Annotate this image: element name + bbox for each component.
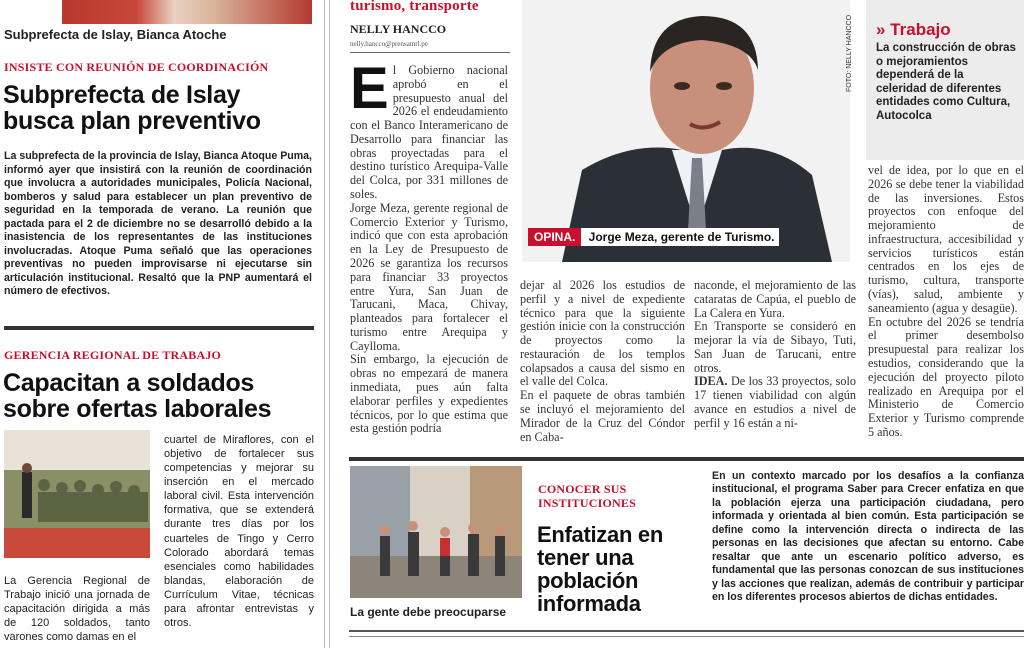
byline-email: nelly.hancco@prensamrl.pe [350,40,428,48]
sidebar-text: La construcción de obras o mejoramientos dependerá de la celeridad de diferentes entidades como Cultura, Autocolca [876,42,1016,122]
main-col1: E l Gobierno nacional aprobó en el presupuesto anual del 2026 el endeudamiento con el Banco Interamericano de Desarrollo para financiar las obras proyectadas para el destino turístico Arequipa-Valle del Colca, por 331 millones de soles. Jorge Meza, gerente regional de Comercio Exterior y Turismo, indicó que con esta aprobación en la Ley de Presupuesto de 2026 se garantiza los recursos para financiar 33 proyectos entre Yura, San Juan de Tarucani, Maca, Chivay, planteados para fortalecer el turismo entre Arequipa y Caylloma. Sin embargo, la ejecución de obras no empezará de manera inmediata, pues aún falta elaborar perfiles y expedientes técnicos, por lo que estima que esta gestión podría [350,56,508,436]
divider [4,326,314,330]
photo-label: OPINA. [528,228,581,246]
bottom-kicker: CONOCER SUS INSTITUCIONES [538,482,636,511]
soldiers-photo [4,430,150,558]
story2-col2: cuartel de Miraflores, con el objetivo de fortalecer sus competencias y mejorar su inserción en el mercado laboral civil. Esta intervención formativa, que se extenderá durante tres días por los cuarteles de Tingo y Cerro Colorado abordará temas esenciales como habilidades blandas, elaboración de Currículum Vitae, técnicas para afrontar entrevistas y otros. [164,434,314,630]
top-photo [62,0,312,24]
photo-credit: FOTO: NELLY HANCCO [846,14,853,92]
story2-kicker: GERENCIA REGIONAL DE TRABAJO [4,348,222,362]
bottom-rule [349,636,1024,637]
crowd-photo-caption: La gente debe preocuparse [350,605,507,619]
main-col4: vel de idea, por lo que en el 2026 se debe tener la viabilidad de las inversiones. Estos proyectos con enfoque del mejoramiento de infraestructura, accesibilidad y servicios turísticos están centrados en los ejes de turismo, cultura, transporte (vías), salud, ambiente y saneamiento (agua y desagüe). En octubre del 2026 se tendría el primer desembolso presupuestal para realizar los estudios, considerando que la ejecución del proyecto piloto realizado en Arequipa por el Ministerio de Comercio Exterior y Turismo comprende 5 años. [868,163,1024,439]
bottom-rule [349,630,1024,632]
story1-kicker: INSISTE CON REUNIÓN DE COORDINACIÓN [4,60,269,74]
photo-caption: OPINA. Jorge Meza, gerente de Turismo. [528,230,779,244]
story2-headline: Capacitan a soldados sobre ofertas laborales [3,369,272,423]
main-col2: dejar al 2026 los estudios de perfil y a nivel de expediente técnico para que la siguiente gestión inicie con la construcción de proyectos como la restauración de los templos colapsados a causa del sismo en el valle del Colca. En el paquete de obras también se incluyó el mejoramiento del Mirador de la Cruz del Cóndor en Caba- [520,278,685,444]
column-rule [329,0,330,648]
story2-col1: La Gerencia Regional de Trabajo inició una jornada de capacitación dirigida a más de 120 soldados, tanto varones como damas en el [4,575,150,644]
story1-headline: Subprefecta de Islay busca plan preventivo [3,81,261,135]
main-kicker: turismo, transporte [350,0,479,14]
bottom-headline: Enfatizan en tener una población informada [537,522,663,617]
bottom-top-rule [349,457,1024,461]
idea-label: IDEA. [694,374,728,389]
crowd-photo [350,466,522,598]
sidebar-title: » Trabajo [876,20,951,39]
byline-rule [350,52,510,53]
column-rule [324,0,325,648]
bottom-body: En un contexto marcado por los desafíos a la confianza institucional, el programa Saber para Crecer enfatiza en que la población ejerza una participación ciudadana, pero informada y orientada al bien común. Esta participación se define como la intervención directa o indirecta de las personas en las decisiones que afectan su entorno. Cabe resaltar que ante un escenario político adverso, es fundamental que las personas conozcan de sus instituciones y las acciones que realizan, además de contribuir y participar en los diferentes procesos abiertos de dichas entidades. [712,470,1024,604]
main-photo [522,0,850,262]
drop-cap: E [350,56,389,121]
top-photo-caption: Subprefecta de Islay, Bianca Atoche [4,27,227,42]
main-col3: naconde, el mejoramiento de las cataratas de Capúa, el pueblo de La Calera en Yura. En Transporte se consideró en mejorar la vía de Sibayo, Tuti, San Juan de Tarucani, entre otros. IDEA. De los 33 proyectos, solo 17 tienen viabilidad con algún avance en estudios a nivel de perfil y 16 están a ni- [694,278,856,430]
byline-name: NELLY HANCCO [350,22,447,36]
story1-body: La subprefecta de la provincia de Islay, Bianca Atoque Puma, informó ayer que insistirá con la reunión de coordinación que involucra a autoridades municipales, Policía Nacional, bomberos y salud para establecer un plan preventivo de seguridad en la temporada de verano. La reunión que pactada para el 2 de diciembre no se desarrolló debido a la inasistencia de los representantes de las instituciones involucradas. Atoque Puma señaló que las operaciones preventivas no pueden improvisarse ni ejecutarse sin articulación institucional. Resaltó que la PNP aumentará el número de efectivos. [4,150,312,298]
